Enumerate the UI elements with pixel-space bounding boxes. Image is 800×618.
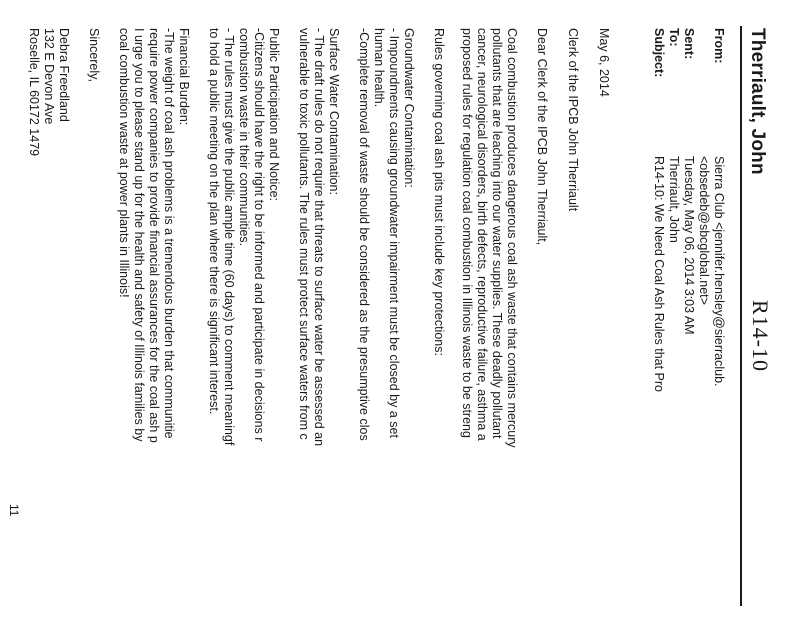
to-value: Therriault, John — [667, 156, 681, 243]
sent-value: Tuesday, May 06, 2014 3:03 AM — [682, 156, 696, 335]
body-line: combustion waste in their communities. — [237, 28, 251, 247]
body-line: - Impoundments causing groundwater impairment must be closed by a set — [387, 28, 401, 438]
body-line: - The draft rules do not require that threats to surface water be assessed an — [312, 28, 326, 447]
body-line: vulnerable to toxic pollutants. The rules must protect surface waters from c — [297, 28, 311, 440]
letter-date: May 6, 2014 — [597, 28, 611, 97]
sender-name: Therriault, John — [747, 28, 768, 175]
body-line: human health. — [372, 28, 386, 108]
body-line: -The weight of coal ash problems is a tremendous burden that communitie — [162, 28, 176, 439]
to-label: To: — [667, 28, 681, 47]
body-line: pollutants that are leaching into our water supplies. These deadly pollutant — [490, 28, 504, 439]
docket-code: R14-10 — [748, 300, 773, 372]
signer-name: Debra Freedland — [57, 28, 71, 122]
section-heading: Financial Burden: — [177, 28, 191, 126]
section-heading: Public Participation and Notice: — [267, 28, 281, 202]
body-line: to hold a public meeting on the plan where there is significant interest. — [207, 28, 221, 415]
recipient-line: Clerk of the IPCB John Therriault — [566, 28, 580, 212]
section-heading: Groundwater Contamination: — [402, 28, 416, 188]
body-line: - The rules must give the public ample time (60 days) to comment meaningf — [222, 28, 236, 446]
body-line: I urge you to please stand up for the health and safety of Illinois families by — [132, 28, 146, 442]
from-label: From: — [712, 28, 726, 64]
body-line: proposed rules for regulation coal combustion in Illinois waste to be streng — [460, 28, 474, 438]
body-line: Coal combustion produces dangerous coal ash waste that contains mercury — [505, 28, 519, 448]
body-line: -Complete removal of waste should be considered as the presumptive clos — [357, 28, 371, 441]
body-line: Rules governing coal ash pits must include key protections: — [432, 28, 446, 356]
body-line: coal combustion waste at power plants in Illinois! — [117, 28, 131, 298]
body-line: require power companies to provide financial assurances for the coal ash p — [147, 28, 161, 443]
page-number: 11 — [7, 504, 21, 517]
body-line: cancer, neurological disorders, birth defects, reproductive failure, asthma a — [475, 28, 489, 441]
subject-value: R14-10: We Need Coal Ash Rules that Pro — [652, 156, 666, 393]
signer-city: Roselle, IL 60172 1479 — [27, 28, 41, 157]
subject-label: Subject: — [652, 28, 666, 78]
closing: Sincerely, — [87, 28, 101, 82]
from-value: Sierra Club <jennifer.hensley@sierraclub. — [712, 156, 726, 387]
signer-address: 132 E Devon Ave — [42, 28, 56, 125]
sent-label: Sent: — [682, 28, 696, 60]
body-line: -Citizens should have the right to be informed and participate in decisions r — [252, 28, 266, 442]
salutation: Dear Clerk of the IPCB John Therriault, — [535, 28, 549, 246]
from-value-2: <obsedeb@sbcglobal.net> — [697, 156, 711, 305]
header-rule — [740, 26, 742, 606]
section-heading: Surface Water Contamination: — [327, 28, 341, 195]
